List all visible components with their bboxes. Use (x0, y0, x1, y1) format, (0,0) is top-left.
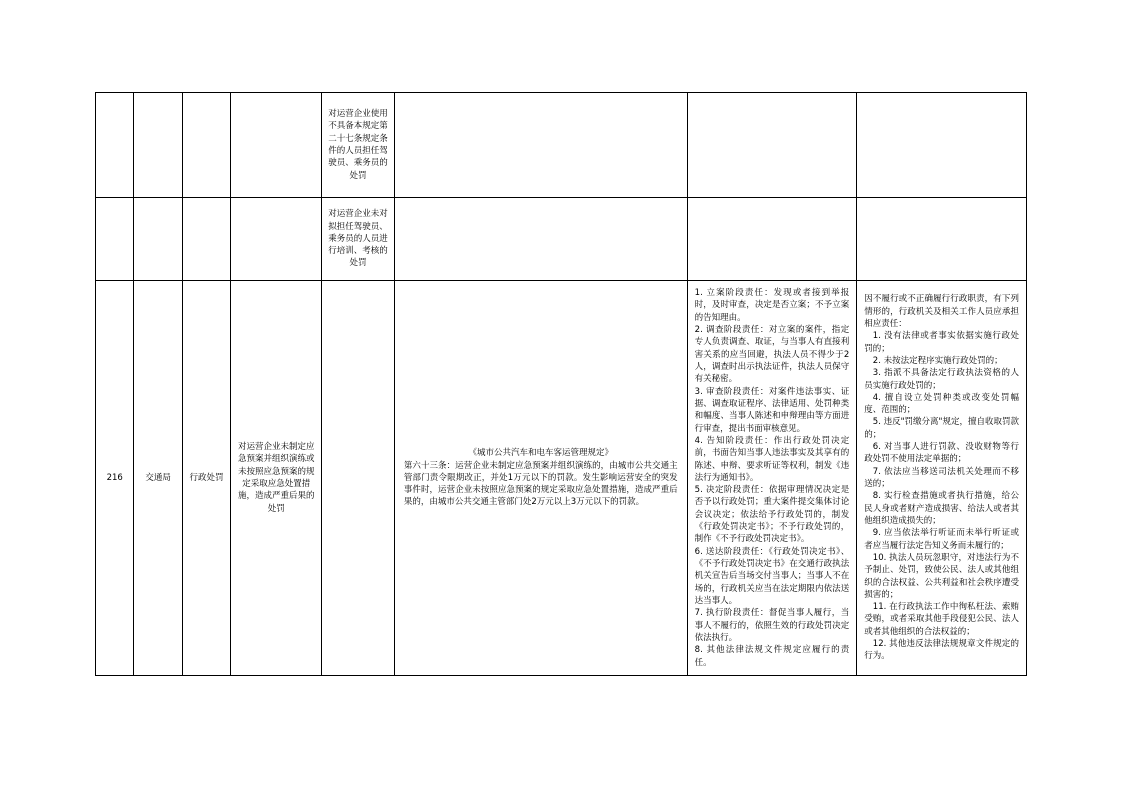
cell-org: 交通局 (134, 281, 182, 676)
procedure-item: 8. 其他法律法规文件规定应履行的责任。 (694, 645, 850, 668)
cell-law (394, 93, 687, 198)
responsibility-item: 1. 没有法律或者事实依据实施行政处罚的； (864, 331, 1019, 354)
cell-basis: 对运营企业未对拟担任驾驶员、乘务员的人员进行培训、考核的处罚 (322, 198, 395, 281)
responsibility-item: 10. 执法人员玩忽职守，对违法行为不予制止、处罚，致使公民、法人或其他组织的合法权益、公共利益和社会秩序遭受损害的； (864, 552, 1019, 600)
cell-type (182, 198, 230, 281)
responsibility-item: 11. 在行政执法工作中徇私枉法、索贿受贿，或者采取其他手段侵犯公民、法人或者其他组织的合法权益的； (864, 602, 1019, 637)
procedure-item: 4. 告知阶段责任：作出行政处罚决定前，书面告知当事人违法事实及其享有的陈述、申辩、要求听证等权利，制发《违法行为通知书》。 (694, 435, 850, 483)
responsibility-item: 6. 对当事人进行罚款、没收财物等行政处罚不使用法定单据的； (864, 442, 1019, 465)
procedure-item: 7. 执行阶段责任：督促当事人履行，当事人不履行的，依照生效的行政处罚决定依法执行。 (694, 608, 850, 643)
cell-basis: 对运营企业使用不具备本规定第二十七条规定条件的人员担任驾驶员、乘务员的处罚 (322, 93, 395, 198)
cell-item (231, 198, 322, 281)
cell-type: 行政处罚 (182, 281, 230, 676)
responsibility-item: 5. 违反"罚缴分离"规定，擅自收取罚款的； (864, 417, 1019, 440)
procedure-item: 1. 立案阶段责任：发现或者接到举报时，及时审查，决定是否立案；不予立案的告知理由。 (694, 288, 850, 323)
cell-procedure (687, 281, 857, 676)
procedure-item: 2. 调查阶段责任：对立案的案件，指定专人负责调查、取证，与当事人有直接利害关系的应当回避，执法人员不得少于2人，调查时出示执法证件，执法人员保守有关秘密。 (694, 325, 850, 385)
procedure-item: 6. 送达阶段责任：《行政处罚决定书》、《不予行政处罚决定书》在交通行政执法机关宣告后当场交付当事人；当事人不在场的，行政机关应当在法定期限内依法送达当事人。 (694, 546, 850, 606)
cell-law (394, 198, 687, 281)
cell-org (134, 198, 182, 281)
cell-procedure (687, 93, 857, 198)
responsibility-list (860, 293, 1023, 662)
cell-no (96, 198, 134, 281)
responsibility-lead: 因不履行或不正确履行行政职责，有下列情形的，行政机关及相关工作人员应承担相应责任： (864, 294, 1019, 329)
responsibility-item: 12. 其他违反法律法规规章文件规定的行为。 (864, 639, 1019, 662)
responsibility-item: 3. 指派不具备法定行政执法资格的人员实施行政处罚的； (864, 368, 1019, 391)
cell-responsibility (857, 93, 1027, 198)
responsibility-item: 7. 依法应当移送司法机关处理而不移送的； (864, 466, 1019, 489)
cell-basis (322, 281, 395, 676)
table-row (96, 281, 1027, 676)
enforcement-table (95, 92, 1027, 676)
cell-responsibility (857, 198, 1027, 281)
responsibility-item: 9. 应当依法举行听证而未举行听证或者应当履行法定告知义务而未履行的； (864, 528, 1019, 551)
procedure-list (691, 287, 854, 669)
table-row (96, 198, 1027, 281)
table-row (96, 93, 1027, 198)
procedure-item: 5. 决定阶段责任：依据审理情况决定是否予以行政处罚；重大案件提交集体讨论会议决定；依法给予行政处罚的，制发《行政处罚决定书》；不予行政处罚的，制作《不予行政处罚决定书》。 (694, 485, 850, 545)
responsibility-item: 8. 实行检查措施或者执行措施，给公民人身或者财产造成损害、给法人或者其他组织造成损失的； (864, 491, 1019, 526)
cell-no: 216 (96, 281, 134, 676)
cell-responsibility (857, 281, 1027, 676)
responsibility-item: 4. 擅自设立处罚种类或改变处罚幅度、范围的； (864, 392, 1019, 416)
procedure-item: 3. 审查阶段责任：对案件违法事实、证据、调查取证程序、法律适用、处罚种类和幅度、当事人陈述和申辩理由等方面进行审查，提出书面审核意见。 (694, 386, 850, 434)
cell-law (394, 281, 687, 676)
cell-type (182, 93, 230, 198)
cell-org (134, 93, 182, 198)
responsibility-item: 2. 未按法定程序实施行政处罚的； (872, 355, 1003, 366)
law-body: 第六十三条：运营企业未制定应急预案并组织演练的，由城市公共交通主管部门责令限期改正，并处1万元以下的罚款。发生影响运营安全的突发事件时，运营企业未按照应急预案的规定采取应急处置措施，造成严重后果的，由城市公共交通主管部门处2万元以上3万元以下的罚款。 (403, 460, 678, 508)
cell-item (231, 93, 322, 198)
cell-no (96, 93, 134, 198)
cell-procedure (687, 198, 857, 281)
law-title: 《城市公共汽车和电车客运管理规定》 (468, 448, 613, 459)
cell-item: 对运营企业未制定应急预案并组织演练或未按照应急预案的规定采取应急处置措施，造成严重后果的处罚 (231, 281, 322, 676)
